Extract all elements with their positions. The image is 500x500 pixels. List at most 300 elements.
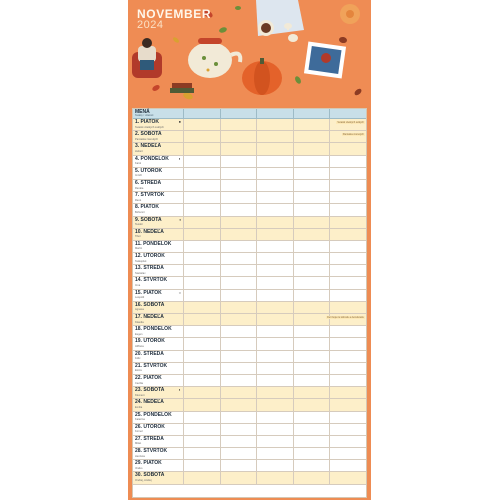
entry-cell[interactable] (330, 131, 366, 142)
name-day: Henrieta (135, 454, 145, 458)
day-label-cell (133, 204, 184, 215)
name-day: Klement (135, 393, 145, 397)
entry-cell[interactable] (184, 326, 221, 337)
day-label-cell (133, 217, 184, 228)
entry-cell[interactable] (330, 119, 366, 130)
day-name: 2. SOBOTA (135, 131, 162, 138)
day-name: 28. ŠTVRTOK (135, 448, 168, 455)
day-name: 20. STREDA (135, 350, 164, 357)
entry-cell[interactable] (330, 448, 366, 459)
entry-cell[interactable] (330, 351, 366, 362)
day-name: 19. UTOROK (135, 338, 165, 345)
calendar-header (128, 0, 371, 106)
entry-cell[interactable] (330, 290, 366, 301)
entry-cell[interactable] (257, 399, 294, 410)
entry-cell[interactable] (294, 290, 331, 301)
entry-cell[interactable] (221, 351, 258, 362)
year-title: 2024 (137, 19, 164, 31)
entry-cell[interactable] (294, 363, 331, 374)
entry-cell[interactable] (257, 375, 294, 386)
family-planner-grid (132, 108, 367, 498)
day-label-cell (133, 277, 184, 288)
day-row (133, 399, 366, 411)
entry-cell[interactable] (221, 302, 258, 313)
entry-cell[interactable] (221, 290, 258, 301)
day-label-cell (133, 302, 184, 313)
name-day: Tibor (135, 235, 141, 239)
day-label-cell (133, 119, 184, 130)
entry-cell[interactable] (184, 387, 221, 398)
moon-phase-icon: ◐ (178, 155, 181, 161)
entry-cell[interactable] (330, 338, 366, 349)
entry-cell[interactable] (330, 277, 366, 288)
day-label-cell (133, 424, 184, 435)
entry-cell[interactable] (184, 253, 221, 264)
entry-cell[interactable] (184, 229, 221, 240)
day-label-cell (133, 436, 184, 447)
day-label-cell (133, 351, 184, 362)
entry-cell[interactable] (294, 277, 331, 288)
entry-cell[interactable] (184, 302, 221, 313)
entry-cell[interactable] (330, 180, 366, 191)
entry-cell[interactable] (184, 131, 221, 142)
day-row (133, 448, 366, 460)
entry-cell[interactable] (330, 168, 366, 179)
entry-cell[interactable] (184, 338, 221, 349)
name-day: René (135, 198, 142, 202)
entry-cell[interactable] (257, 168, 294, 179)
entry-cell[interactable] (294, 217, 331, 228)
entry-cell[interactable] (327, 314, 366, 325)
day-name: 18. PONDELOK (135, 326, 172, 333)
member-column-header[interactable] (330, 109, 366, 118)
day-name: 21. ŠTVRTOK (135, 362, 168, 369)
entry-cell[interactable] (221, 241, 258, 252)
entry-cell[interactable] (221, 156, 258, 167)
entry-cell[interactable] (221, 399, 258, 410)
entry-cell[interactable] (184, 204, 221, 215)
name-day: Agnesa (135, 308, 144, 312)
entry-cell[interactable] (294, 253, 331, 264)
entry-cell[interactable] (257, 436, 294, 447)
day-name: 1. PIATOK (135, 119, 159, 125)
books-illustration (170, 83, 194, 93)
entry-cell[interactable] (257, 143, 294, 154)
name-day: Vratko (135, 466, 143, 470)
entry-cell[interactable] (184, 351, 221, 362)
day-row (133, 241, 366, 253)
entry-cell[interactable] (257, 119, 294, 130)
entry-cell[interactable] (221, 375, 258, 386)
teapot-illustration (188, 38, 240, 78)
entry-cell[interactable] (257, 387, 294, 398)
entry-cell[interactable] (294, 168, 331, 179)
day-name: 7. ŠTVRTOK (135, 192, 165, 199)
entry-cell[interactable] (257, 265, 294, 276)
day-row (133, 412, 366, 424)
entry-cell[interactable] (257, 253, 294, 264)
day-label-cell (133, 412, 184, 423)
day-row (133, 302, 366, 314)
entry-cell[interactable] (330, 399, 366, 410)
entry-cell[interactable] (294, 448, 331, 459)
entry-cell[interactable] (294, 472, 331, 483)
entry-cell[interactable] (184, 314, 221, 325)
day-label-cell (133, 131, 184, 142)
day-row (133, 314, 366, 326)
day-row (133, 338, 366, 350)
day-name: 3. NEDEĽA (135, 143, 162, 150)
entry-cell[interactable] (257, 460, 294, 471)
day-label-cell (133, 387, 184, 398)
entry-cell[interactable] (257, 363, 294, 374)
day-name: 27. STREDA (135, 435, 164, 442)
day-name: 24. NEDEĽA (135, 399, 164, 406)
entry-cell[interactable] (294, 314, 331, 325)
entry-cell[interactable] (221, 363, 258, 374)
entry-cell[interactable] (330, 143, 366, 154)
month-title: NOVEMBER (137, 7, 212, 21)
day-name: 12. UTOROK (135, 253, 165, 260)
entry-cell[interactable] (221, 314, 258, 325)
entry-cell[interactable] (330, 363, 366, 374)
day-name: 30. SOBOTA (135, 472, 165, 479)
entry-cell[interactable] (257, 302, 294, 313)
entry-cell[interactable] (330, 412, 366, 423)
wall-calendar (128, 0, 371, 500)
entry-cell[interactable] (184, 375, 221, 386)
day-label-cell (133, 399, 184, 410)
day-label-cell (133, 180, 184, 191)
day-label-cell (133, 338, 184, 349)
day-name: 25. PONDELOK (135, 411, 172, 418)
entry-cell[interactable] (330, 424, 366, 435)
entry-cell[interactable] (221, 131, 258, 142)
entry-cell[interactable] (221, 326, 258, 337)
day-row (133, 229, 366, 241)
entry-cell[interactable] (221, 180, 258, 191)
name-day: Kornel (135, 430, 143, 434)
member-column-header[interactable] (257, 109, 294, 118)
day-name: 16. SOBOTA (135, 301, 165, 308)
day-row (133, 460, 366, 472)
day-label-cell (133, 472, 184, 483)
day-label-cell (133, 241, 184, 252)
entry-cell[interactable] (257, 448, 294, 459)
entry-cell[interactable] (294, 265, 331, 276)
name-day: Pamiatka zosnulých (135, 137, 159, 141)
entry-cell[interactable] (330, 253, 366, 264)
name-day: Teodor (135, 223, 143, 227)
entry-cell[interactable] (184, 156, 221, 167)
entry-cell[interactable] (184, 119, 221, 130)
day-label-cell (133, 168, 184, 179)
entry-cell[interactable] (184, 290, 221, 301)
entry-cell[interactable] (257, 192, 294, 203)
day-row (133, 472, 366, 484)
day-name: 17. NEDEĽA (135, 314, 164, 320)
entry-cell[interactable] (257, 472, 294, 483)
name-day: Stanislav (135, 271, 146, 275)
name-day: Bohumír (135, 210, 145, 214)
entry-cell[interactable] (221, 387, 258, 398)
entry-cell[interactable] (330, 265, 366, 276)
entry-cell[interactable] (330, 375, 366, 386)
entry-cell[interactable] (221, 472, 258, 483)
day-row (133, 119, 366, 131)
entry-cell[interactable] (221, 277, 258, 288)
grid-header (133, 109, 366, 119)
moon-phase-icon: ● (178, 119, 181, 124)
names-header (133, 109, 184, 118)
day-label-cell (133, 253, 184, 264)
name-day: Alžbeta (135, 344, 144, 348)
name-day: Karol (135, 162, 142, 166)
reading-person-illustration (132, 38, 162, 78)
moon-phase-icon: ◐ (178, 387, 181, 393)
day-row (133, 265, 366, 277)
entry-cell[interactable] (184, 277, 221, 288)
entry-cell[interactable] (221, 412, 258, 423)
day-label-cell (133, 448, 184, 459)
entry-cell[interactable] (221, 168, 258, 179)
entry-cell[interactable] (294, 119, 331, 130)
day-label-cell (133, 265, 184, 276)
entry-cell[interactable] (294, 180, 331, 191)
name-day: Hubert (135, 149, 143, 153)
day-label-cell (133, 229, 184, 240)
entry-cell[interactable] (330, 241, 366, 252)
day-row (133, 363, 366, 375)
name-day: Imrich (135, 174, 143, 178)
day-label-cell (133, 290, 184, 301)
moon-phase-icon: ○ (178, 289, 181, 295)
entry-cell[interactable] (184, 143, 221, 154)
entry-cell[interactable] (221, 448, 258, 459)
entry-cell[interactable] (294, 399, 331, 410)
entry-cell[interactable] (294, 338, 331, 349)
entry-cell[interactable] (221, 119, 258, 130)
entry-cell[interactable] (294, 412, 331, 423)
entry-cell[interactable] (294, 302, 331, 313)
name-day: Katarína (135, 418, 145, 422)
day-row (133, 277, 366, 289)
entry-cell[interactable] (184, 217, 221, 228)
entry-cell[interactable] (184, 412, 221, 423)
day-label-cell (133, 363, 184, 374)
name-day: Milan (135, 442, 142, 446)
entry-cell[interactable] (294, 424, 331, 435)
entry-cell[interactable] (294, 387, 331, 398)
entry-cell[interactable] (184, 472, 221, 483)
name-day: Klaudia (135, 320, 144, 324)
entry-cell[interactable] (257, 424, 294, 435)
day-label-cell (133, 375, 184, 386)
day-name: 9. SOBOTA (135, 216, 162, 223)
day-name: 11. PONDELOK (135, 240, 172, 247)
name-day: Irma (135, 284, 141, 288)
entry-cell[interactable] (257, 277, 294, 288)
name-day: Cecília (135, 381, 143, 385)
entry-cell[interactable] (221, 265, 258, 276)
day-row (133, 326, 366, 338)
entry-cell[interactable] (330, 460, 366, 471)
entry-cell[interactable] (184, 180, 221, 191)
day-row (133, 217, 366, 229)
entry-cell[interactable] (184, 168, 221, 179)
member-column-header[interactable] (294, 109, 331, 118)
member-column-header[interactable] (184, 109, 221, 118)
entry-cell[interactable] (257, 314, 294, 325)
names-header-sub: Sviatky / Udalosti (135, 114, 154, 117)
day-row (133, 168, 366, 180)
entry-cell[interactable] (257, 204, 294, 215)
entry-cell[interactable] (184, 192, 221, 203)
holiday-note: Sviatok všetkých svätých (337, 121, 364, 124)
day-name: 13. STREDA (135, 265, 164, 272)
entry-cell[interactable] (294, 460, 331, 471)
moon-phase-icon: ◑ (178, 216, 181, 222)
entry-cell[interactable] (257, 412, 294, 423)
name-day: Félix (135, 357, 141, 361)
entry-cell[interactable] (330, 204, 366, 215)
day-row (133, 156, 366, 168)
day-label-cell (133, 314, 184, 325)
entry-cell[interactable] (221, 192, 258, 203)
name-day: Ondrej, Andrej (135, 479, 152, 483)
entry-cell[interactable] (184, 448, 221, 459)
entry-cell[interactable] (294, 156, 331, 167)
day-row (133, 424, 366, 436)
day-row (133, 375, 366, 387)
day-name: 5. UTOROK (135, 167, 163, 174)
entry-cell[interactable] (257, 290, 294, 301)
entry-cell[interactable] (294, 326, 331, 337)
entry-cell[interactable] (330, 229, 366, 240)
entry-cell[interactable] (184, 460, 221, 471)
day-label-cell (133, 460, 184, 471)
entry-cell[interactable] (294, 131, 331, 142)
entry-cell[interactable] (294, 229, 331, 240)
entry-cell[interactable] (221, 253, 258, 264)
day-name: 26. UTOROK (135, 423, 165, 430)
day-row (133, 180, 366, 192)
entry-cell[interactable] (221, 143, 258, 154)
day-row (133, 351, 366, 363)
entry-cell[interactable] (184, 424, 221, 435)
day-name: 22. PIATOK (135, 374, 162, 381)
entry-cell[interactable] (221, 460, 258, 471)
name-day: Eugen (135, 332, 143, 336)
entry-cell[interactable] (257, 217, 294, 228)
entry-cell[interactable] (221, 424, 258, 435)
entry-cell[interactable] (257, 338, 294, 349)
day-label-cell (133, 156, 184, 167)
name-day: Renáta (135, 186, 144, 190)
name-day: Svätopluk (135, 259, 147, 263)
coffee-cup-illustration (256, 0, 304, 42)
entry-cell[interactable] (257, 131, 294, 142)
entry-cell[interactable] (330, 302, 366, 313)
day-name: 4. PONDELOK (135, 155, 169, 162)
day-name: 29. PIATOK (135, 460, 162, 467)
entry-cell[interactable] (330, 436, 366, 447)
day-row (133, 204, 366, 216)
entry-cell[interactable] (330, 217, 366, 228)
entry-cell[interactable] (294, 351, 331, 362)
holiday-note: Pamiatka zosnulých (342, 133, 364, 137)
entry-cell[interactable] (184, 363, 221, 374)
entry-cell[interactable] (294, 436, 331, 447)
entry-cell[interactable] (221, 338, 258, 349)
entry-cell[interactable] (184, 265, 221, 276)
photo-frame-illustration (304, 42, 346, 79)
entry-cell[interactable] (221, 204, 258, 215)
day-row (133, 143, 366, 155)
day-row (133, 253, 366, 265)
name-day: Sviatok všetkých svätých (135, 125, 164, 129)
small-pumpkin-illustration (340, 4, 360, 24)
name-day: Leopold (135, 296, 145, 300)
day-name: 10. NEDEĽA (135, 228, 164, 235)
entry-cell[interactable] (184, 241, 221, 252)
holiday-note: Deň boja za slobodu a demokraciu (327, 316, 364, 319)
day-name: 15. PIATOK (135, 289, 162, 296)
day-label-cell (133, 143, 184, 154)
entry-cell[interactable] (294, 143, 331, 154)
entry-cell[interactable] (294, 204, 331, 215)
day-name: 6. STREDA (135, 179, 162, 186)
day-name: 14. ŠTVRTOK (135, 277, 168, 284)
entry-cell[interactable] (294, 192, 331, 203)
entry-cell[interactable] (330, 387, 366, 398)
day-name: 8. PIATOK (135, 204, 159, 211)
entry-cell[interactable] (257, 326, 294, 337)
name-day: Martin (135, 247, 143, 251)
entry-cell[interactable] (221, 217, 258, 228)
entry-cell[interactable] (257, 156, 294, 167)
entry-cell[interactable] (330, 192, 366, 203)
entry-cell[interactable] (221, 229, 258, 240)
entry-cell[interactable] (330, 472, 366, 483)
entry-cell[interactable] (257, 351, 294, 362)
day-row (133, 131, 366, 143)
pumpkin-illustration (242, 58, 282, 95)
name-day: Emília (135, 405, 143, 409)
entry-cell[interactable] (294, 375, 331, 386)
names-header-label: MENÁ (135, 109, 150, 115)
day-name: 23. SOBOTA (135, 387, 165, 394)
entry-cell[interactable] (257, 229, 294, 240)
entry-cell[interactable] (184, 399, 221, 410)
day-label-cell (133, 326, 184, 337)
entry-cell[interactable] (294, 241, 331, 252)
entry-cell[interactable] (330, 156, 366, 167)
day-row (133, 436, 366, 448)
day-label-cell (133, 192, 184, 203)
member-column-header[interactable] (221, 109, 258, 118)
day-rows (133, 119, 366, 485)
day-row (133, 290, 366, 302)
entry-cell[interactable] (221, 436, 258, 447)
day-row (133, 387, 366, 399)
entry-cell[interactable] (330, 326, 366, 337)
entry-cell[interactable] (184, 436, 221, 447)
name-day: Elvíra (135, 369, 142, 373)
day-row (133, 192, 366, 204)
entry-cell[interactable] (257, 180, 294, 191)
entry-cell[interactable] (257, 241, 294, 252)
